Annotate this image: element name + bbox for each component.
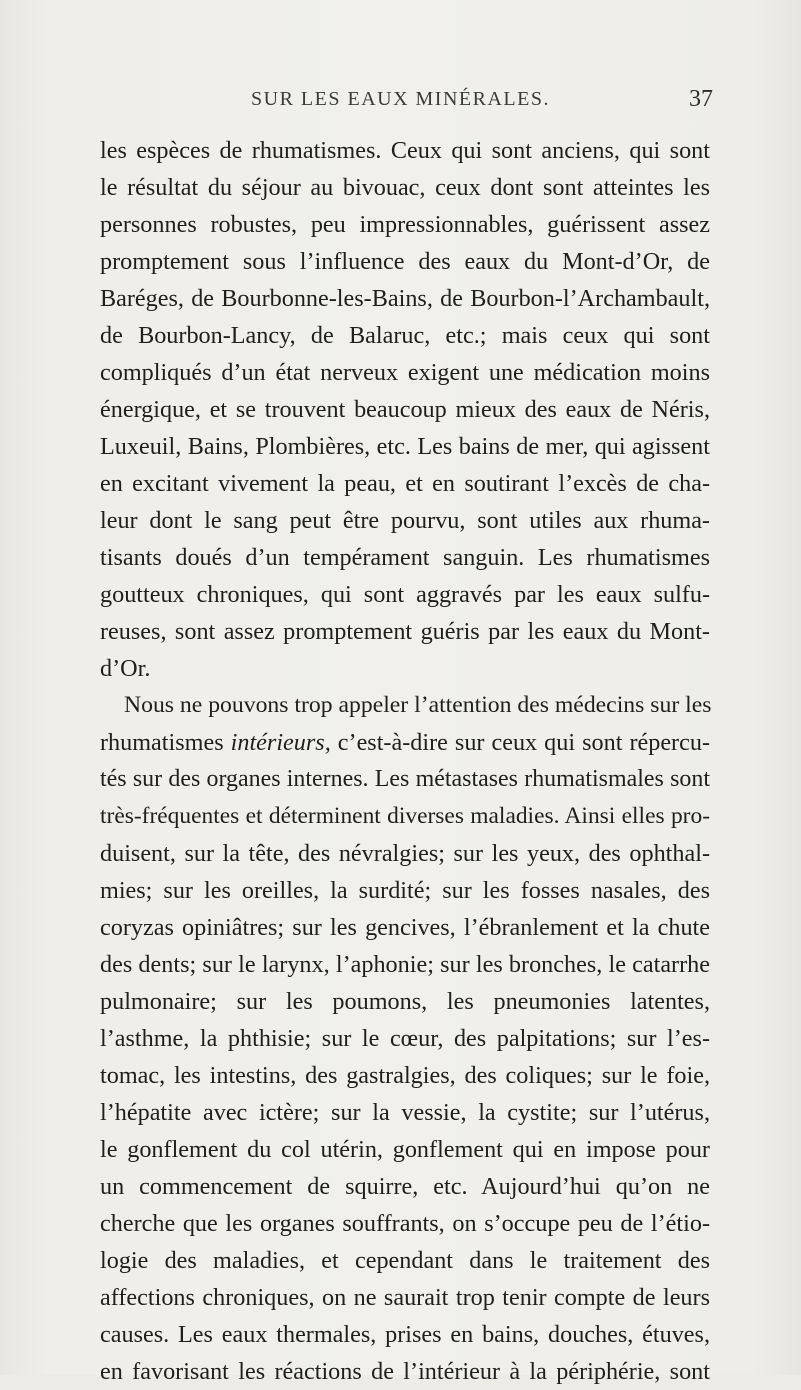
text-line: cherche que les organes souffrants, on s’occupe peu de l’étio-	[100, 1210, 710, 1237]
text-line: très-fréquentes et déterminent diverses maladies. Ainsi elles pro-	[100, 803, 710, 829]
text-line: reuses, sont assez promptement guéris par les eaux du Mont-	[100, 618, 710, 645]
text-line: de Bourbon-Lancy, de Balaruc, etc.; mais ceux qui sont	[100, 322, 710, 349]
text-line: les espèces de rhumatismes. Ceux qui sont anciens, qui sont	[100, 137, 710, 164]
italic-word: intérieurs,	[230, 729, 331, 756]
text-line: tés sur des organes internes. Les métastases rhumatismales sont	[100, 766, 710, 792]
text-line-with-italic	[100, 724, 710, 761]
text-segment: rhumatismes	[100, 729, 231, 756]
text-line: affections chroniques, on ne saurait trop tenir compte de leurs	[100, 1284, 710, 1311]
text-line: Nous ne pouvons trop appeler l’attention des médecins sur les	[124, 692, 712, 718]
text-line: compliqués d’un état nerveux exigent une médication moins	[100, 359, 710, 386]
text-line: le résultat du séjour au bivouac, ceux dont sont atteintes les	[100, 174, 710, 201]
text-line: promptement sous l’influence des eaux du Mont-d’Or, de	[100, 248, 710, 275]
page-number: 37	[689, 86, 713, 112]
running-head: SUR LES EAUX MINÉRALES.	[251, 88, 550, 110]
text-line: d’Or.	[100, 655, 151, 682]
text-line: Baréges, de Bourbonne-les-Bains, de Bourbon-l’Archambault,	[100, 285, 710, 312]
text-line: le gonflement du col utérin, gonflement qui en impose pour	[100, 1136, 710, 1163]
text-line: tomac, les intestins, des gastralgies, des coliques; sur le foie,	[100, 1062, 710, 1089]
text-line: personnes robustes, peu impressionnables, guérissent assez	[100, 211, 710, 238]
text-line: mies; sur les oreilles, la surdité; sur les fosses nasales, des	[100, 877, 710, 904]
text-line: coryzas opiniâtres; sur les gencives, l’ébranlement et la chute	[100, 914, 710, 941]
text-line: leur dont le sang peut être pourvu, sont utiles aux rhuma-	[100, 507, 710, 534]
text-segment: c’est-à-dire sur ceux qui sont répercu-	[330, 729, 710, 756]
text-line: l’asthme, la phthisie; sur le cœur, des palpitations; sur l’es-	[100, 1025, 710, 1052]
text-line: pulmonaire; sur les poumons, les pneumonies latentes,	[100, 988, 710, 1015]
page-header	[0, 88, 801, 120]
text-line: Luxeuil, Bains, Plombières, etc. Les bains de mer, qui agissent	[100, 433, 710, 460]
text-line: des dents; sur le larynx, l’aphonie; sur les bronches, le catarrhe	[100, 951, 710, 978]
text-line: goutteux chroniques, qui sont aggravés par les eaux sulfu-	[100, 581, 710, 608]
text-line: un commencement de squirre, etc. Aujourd’hui qu’on ne	[100, 1173, 710, 1200]
text-line: énergique, et se trouvent beaucoup mieux des eaux de Néris,	[100, 396, 710, 423]
body-text	[100, 132, 710, 1390]
text-line: duisent, sur la tête, des névralgies; sur les yeux, des ophthal-	[100, 840, 710, 867]
text-line: causes. Les eaux thermales, prises en bains, douches, étuves,	[100, 1321, 710, 1348]
text-line: en favorisant les réactions de l’intérieur à la périphérie, sont	[100, 1358, 710, 1385]
text-line: l’hépatite avec ictère; sur la vessie, la cystite; sur l’utérus,	[100, 1099, 710, 1126]
text-line: tisants doués d’un tempérament sanguin. Les rhumatismes	[100, 544, 710, 571]
text-line: logie des maladies, et cependant dans le traitement des	[100, 1247, 710, 1274]
text-line: en excitant vivement la peau, et en soutirant l’excès de cha-	[100, 470, 710, 497]
